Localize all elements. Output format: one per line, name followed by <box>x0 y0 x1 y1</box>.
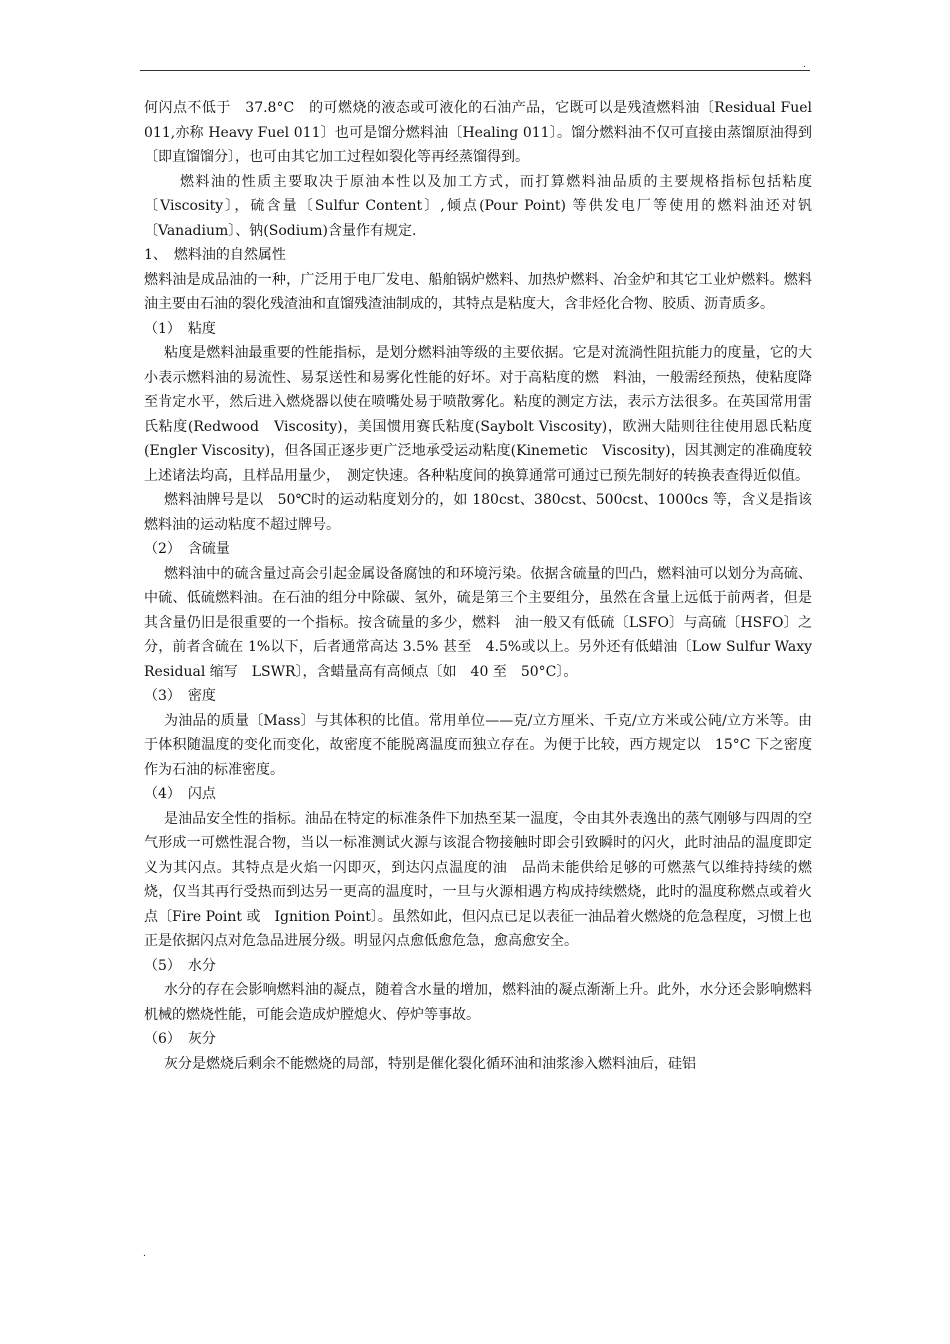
paragraph-grade: 燃料油牌号是以 50℃时的运动粘度划分的，如 180cst、380cst、500cst、1000cs 等，含义是指该燃料油的运动粘度不超过牌号。 <box>144 492 812 533</box>
subheading-density: （3） 密度 <box>144 688 216 704</box>
document-body <box>144 96 812 1076</box>
section-heading: 1、 燃料油的自然属性 <box>144 247 286 263</box>
subheading-ash: （6） 灰分 <box>144 1031 216 1047</box>
paragraph-flashpoint: 是油品安全性的指标。油品在特定的标准条件下加热至某一温度，令由其外表逸出的蒸气刚够与四周的空气形成一可燃性混合物，当以一标准测试火源与该混合物接触时即会引致瞬时的闪火，此时油品的温度即定义为其闪点。其特点是火焰一闪即灭，到达闪点温度的油 品尚未能供给足够的可燃蒸气以维持持续的燃烧，仅当其再行受热而到达另一更高的温度时，一旦与火源相遇方构成持续燃烧，此时的温度称燃点或着火点〔Fire Point 或 Ignition Point〕。虽然如此，但闪点已足以表征一油品着火燃烧的危急程度，习惯上也正是依据闪点对危急品进展分级。明显闪点愈低愈危急，愈高愈安全。 <box>144 810 812 949</box>
paragraph-density: 为油品的质量〔Mass〕与其体积的比值。常用单位——克/立方厘米、千克/立方米或公砘/立方米等。由于体积随温度的变化而变化，故密度不能脱离温度而独立存在。为便于比较，西方规定以 15°C 下之密度作为石油的标准密度。 <box>144 712 812 778</box>
subheading-water: （5） 水分 <box>144 957 216 974</box>
paragraph-natural: 燃料油是成品油的一种，广泛用于电厂发电、船舶锅炉燃料、加热炉燃料、冶金炉和其它工业炉燃料。燃料油主要由石油的裂化残渣油和直馏残渣油制成的，其特点是粘度大，含非烃化合物、胶质、沥青质多。 <box>144 271 812 312</box>
subheading-viscosity: （1） 粘度 <box>144 320 216 337</box>
header-rule <box>140 70 810 71</box>
paragraph-sulfur: 燃料油中的硫含量过高会引起金属设备腐蚀的和环境污染。依据含硫量的凹凸，燃料油可以划分为高硫、中硫、低硫燃料油。在石油的组分中除碳、氢外，硫是第三个主要组分，虽然在含量上远低于前两者，但是其含量仍旧是很重要的一个指标。按含硫量的多少，燃料 油一般又有低硫〔LSFO〕与高硫〔HSFO〕之分，前者含硫在 1%以下，后者通常高达 3.5% 甚至 4.5%或以上。另外还有低蜡油〔Low Sulfur Waxy Residual 缩写 LSWR〕，含蜡量高有高倾点〔如 40 至 50°C〕。 <box>144 565 812 680</box>
paragraph-ash: 灰分是燃烧后剩余不能燃烧的局部，特别是催化裂化循环油和油浆渗入燃料油后，硅铝 <box>164 1055 696 1072</box>
header-mark: . <box>803 60 806 70</box>
footer-mark: . <box>143 1249 146 1259</box>
subheading-flashpoint: （4） 闪点 <box>144 786 216 802</box>
paragraph-water: 水分的存在会影响燃料油的凝点，随着含水量的增加，燃料油的凝点渐渐上升。此外，水分还会影响燃料机械的燃烧性能，可能会造成炉膛熄火、停炉等事故。 <box>144 982 812 1023</box>
paragraph-properties: 燃料油的性质主要取决于原油本性以及加工方式，而打算燃料油品质的主要规格指标包括粘度〔Viscosity〕，硫含量〔Sulfur Content〕,倾点(Pour Point) 等供发电厂等使用的燃料油还对钒〔Vanadium〕、钠(Sodium)含量作有规定. <box>144 173 812 239</box>
paragraph-viscosity: 粘度是燃料油最重要的性能指标，是划分燃料油等级的主要依据。它是对流淌性阻抗能力的度量，它的大小表示燃料油的易流性、易泵送性和易雾化性能的好坏。对于高粘度的燃 料油，一般需经预热，使粘度降至肯定水平，然后进入燃烧器以使在喷嘴处易于喷散雾化。粘度的测定方法，表示方法很多。在英国常用雷氏粘度(Redwood Viscosity)，美国惯用赛氏粘度(Saybolt Viscosity)，欧洲大陆则往往使用恩氏粘度(Engler Viscosity)，但各国正逐步更广泛地承受运动粘度(Kinemetic Viscosity)，因其测定的准确度较上述诸法均高，且样品用量少， 测定快速。各种粘度间的换算通常可通过已预先制好的转换表查得近似值。 <box>144 345 812 484</box>
subheading-sulfur: （2） 含硫量 <box>144 541 230 557</box>
paragraph-intro: 何闪点不低于 37.8°C 的可燃烧的液态或可液化的石油产品，它既可以是残渣燃料油〔Residual Fuel 011,亦称 Heavy Fuel 011〕也可是馏分燃料油〔Healing 011〕。馏分燃料油不仅可直接由蒸馏原油得到〔即直馏馏分〕，也可由其它加工过程如裂化等再经蒸馏得到。 <box>144 100 812 165</box>
